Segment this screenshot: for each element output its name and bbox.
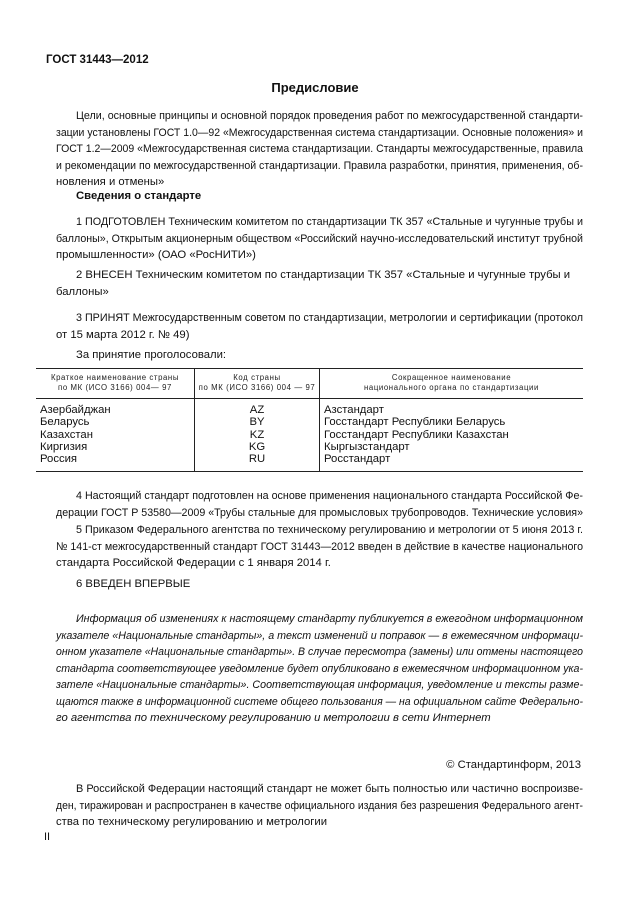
text-line: баллоны» bbox=[56, 285, 109, 298]
header-line: по МК (ИСО 3166) 004 — 97 bbox=[198, 383, 316, 392]
text-line: 5 Приказом Федерального агентства по техническому регулированию и метрологии от 5 июня 2013 г. bbox=[76, 524, 583, 536]
item-6-paragraph bbox=[56, 576, 583, 593]
standards-body: Госстандарт Республики Беларусь bbox=[324, 416, 506, 429]
table-row bbox=[36, 399, 583, 472]
text-line: зации установлены ГОСТ 1.0—92 «Межгосударственная система стандартизации. Основные положения» и bbox=[56, 126, 583, 139]
text-line: промышленности» (ОАО «РосНИТИ») bbox=[56, 249, 256, 261]
country-name: Казахстан bbox=[40, 428, 93, 441]
country-name: Азербайджан bbox=[40, 404, 111, 416]
text-line: 3 ПРИНЯТ Межгосударственным советом по стандартизации, метрологии и сертификации (протокол bbox=[76, 312, 583, 324]
text-line: стандарта Российской Федерации с 1 января 2014 г. bbox=[56, 557, 331, 569]
text-line: Цели, основные принципы и основной порядок проведения работ по межгосударственной стандарти- bbox=[76, 110, 584, 122]
header-line: национального органа по стандартизации bbox=[364, 383, 539, 392]
standards-body: Росстандарт bbox=[324, 453, 391, 466]
text-line: № 141-ст межгосударственный стандарт ГОСТ 31443—2012 введен в действие в качестве национального bbox=[56, 540, 584, 553]
page-number: II bbox=[44, 831, 51, 843]
text-line: баллоны», Открытым акционерным обществом «Российский научно-исследовательский институт трубной bbox=[56, 232, 583, 245]
country-name: Беларусь bbox=[40, 416, 90, 429]
text-line: 1 ПОДГОТОВЛЕН Техническим комитетом по стандартизации ТК 357 «Стальные и чугунные трубы и bbox=[76, 216, 583, 228]
table-header-row bbox=[36, 369, 583, 399]
text-line: Информация об изменениях к настоящему стандарту публикуется в ежегодном информационном bbox=[76, 613, 584, 625]
country-code: KZ bbox=[249, 428, 265, 441]
country-code: KG bbox=[248, 440, 266, 453]
header-line: по МК (ИСО 3166) 004— 97 bbox=[58, 383, 172, 392]
copyright-notice: © Стандартинформ, 2013 bbox=[446, 759, 581, 771]
text-line: и рекомендации по межгосударственной стандартизации. Правила разработки, принятия, применения, об- bbox=[56, 159, 583, 172]
text-line: го агентства по техническому регулированию и метрологии в сети Интернет bbox=[56, 712, 491, 724]
document-code: ГОСТ 31443—2012 bbox=[46, 54, 149, 66]
column-header-code bbox=[195, 369, 320, 399]
item-4-paragraph bbox=[56, 488, 583, 521]
info-notice bbox=[56, 611, 583, 727]
text-line: 4 Настоящий стандарт подготовлен на основе применения национального стандарта Российской Фе- bbox=[76, 490, 584, 502]
text-line: указателе «Национальные стандарты», а текст изменений и поправок — в ежемесячном информаци- bbox=[56, 629, 584, 642]
text-line: ства по техническому регулированию и метрологии bbox=[56, 816, 328, 828]
standards-body: Госстандарт Республики Казахстан bbox=[324, 428, 509, 441]
text-line: ГОСТ 1.2—2009 «Межгосударственная система стандартизации. Стандарты межгосударственные, правила bbox=[56, 143, 584, 155]
text-line: онном указателе «Национальные стандарты». В случае пересмотра (замены) или отмены настоящего bbox=[56, 646, 583, 658]
standards-body: Кыргызстандарт bbox=[324, 440, 410, 453]
text-line: щаются также в информационной системе общего пользования — на официальном сайте Федерально- bbox=[56, 695, 583, 708]
member-states-table bbox=[36, 368, 583, 472]
country-code: RU bbox=[248, 453, 266, 466]
code-column bbox=[195, 399, 320, 472]
column-header-body bbox=[320, 369, 584, 399]
item-3-paragraph bbox=[56, 310, 583, 343]
country-code: AZ bbox=[249, 404, 265, 416]
text-line: стандарта соответствующее уведомление будет опубликовано в ежемесячном информационном ука- bbox=[56, 662, 583, 675]
header-line: Сокращенное наименование bbox=[391, 373, 512, 382]
country-code: BY bbox=[249, 416, 265, 429]
column-header-country bbox=[36, 369, 195, 399]
standards-body: Азстандарт bbox=[324, 404, 384, 416]
page-title: Предисловие bbox=[271, 80, 359, 95]
text-line: В Российской Федерации настоящий стандарт не может быть полностью или частично воспроизве- bbox=[76, 783, 584, 795]
country-name: Киргизия bbox=[40, 440, 88, 453]
header-line: Код страны bbox=[233, 373, 281, 382]
country-name: Россия bbox=[40, 453, 78, 466]
item-2-paragraph bbox=[56, 267, 583, 300]
text-line: ден, тиражирован и распространен в качестве официального издания без разрешения Федерального агент- bbox=[56, 799, 584, 812]
item-5-paragraph bbox=[56, 522, 583, 572]
vote-label: За принятие проголосовали: bbox=[76, 349, 227, 361]
body-column bbox=[320, 399, 584, 472]
text-line: 6 ВВЕДЕН ВПЕРВЫЕ bbox=[76, 578, 191, 590]
section-heading: Сведения о стандарте bbox=[76, 190, 202, 202]
text-line: от 15 марта 2012 г. № 49) bbox=[56, 328, 190, 341]
text-line: зателе «Национальные стандарты». Соответствующая информация, уведомление и тексты разме- bbox=[56, 679, 584, 691]
text-line: новления и отмены» bbox=[56, 176, 165, 188]
text-line: дерации ГОСТ Р 53580—2009 «Трубы стальные для промысловых трубопроводов. Технические условия» bbox=[56, 506, 583, 519]
rights-paragraph bbox=[56, 781, 583, 831]
text-line: 2 ВНЕСЕН Техническим комитетом по стандартизации ТК 357 «Стальные и чугунные трубы и bbox=[76, 269, 571, 281]
intro-paragraph bbox=[56, 108, 583, 191]
header-line: Краткое наименование страны bbox=[50, 373, 180, 382]
item-1-paragraph bbox=[56, 214, 583, 264]
country-column bbox=[36, 399, 195, 472]
